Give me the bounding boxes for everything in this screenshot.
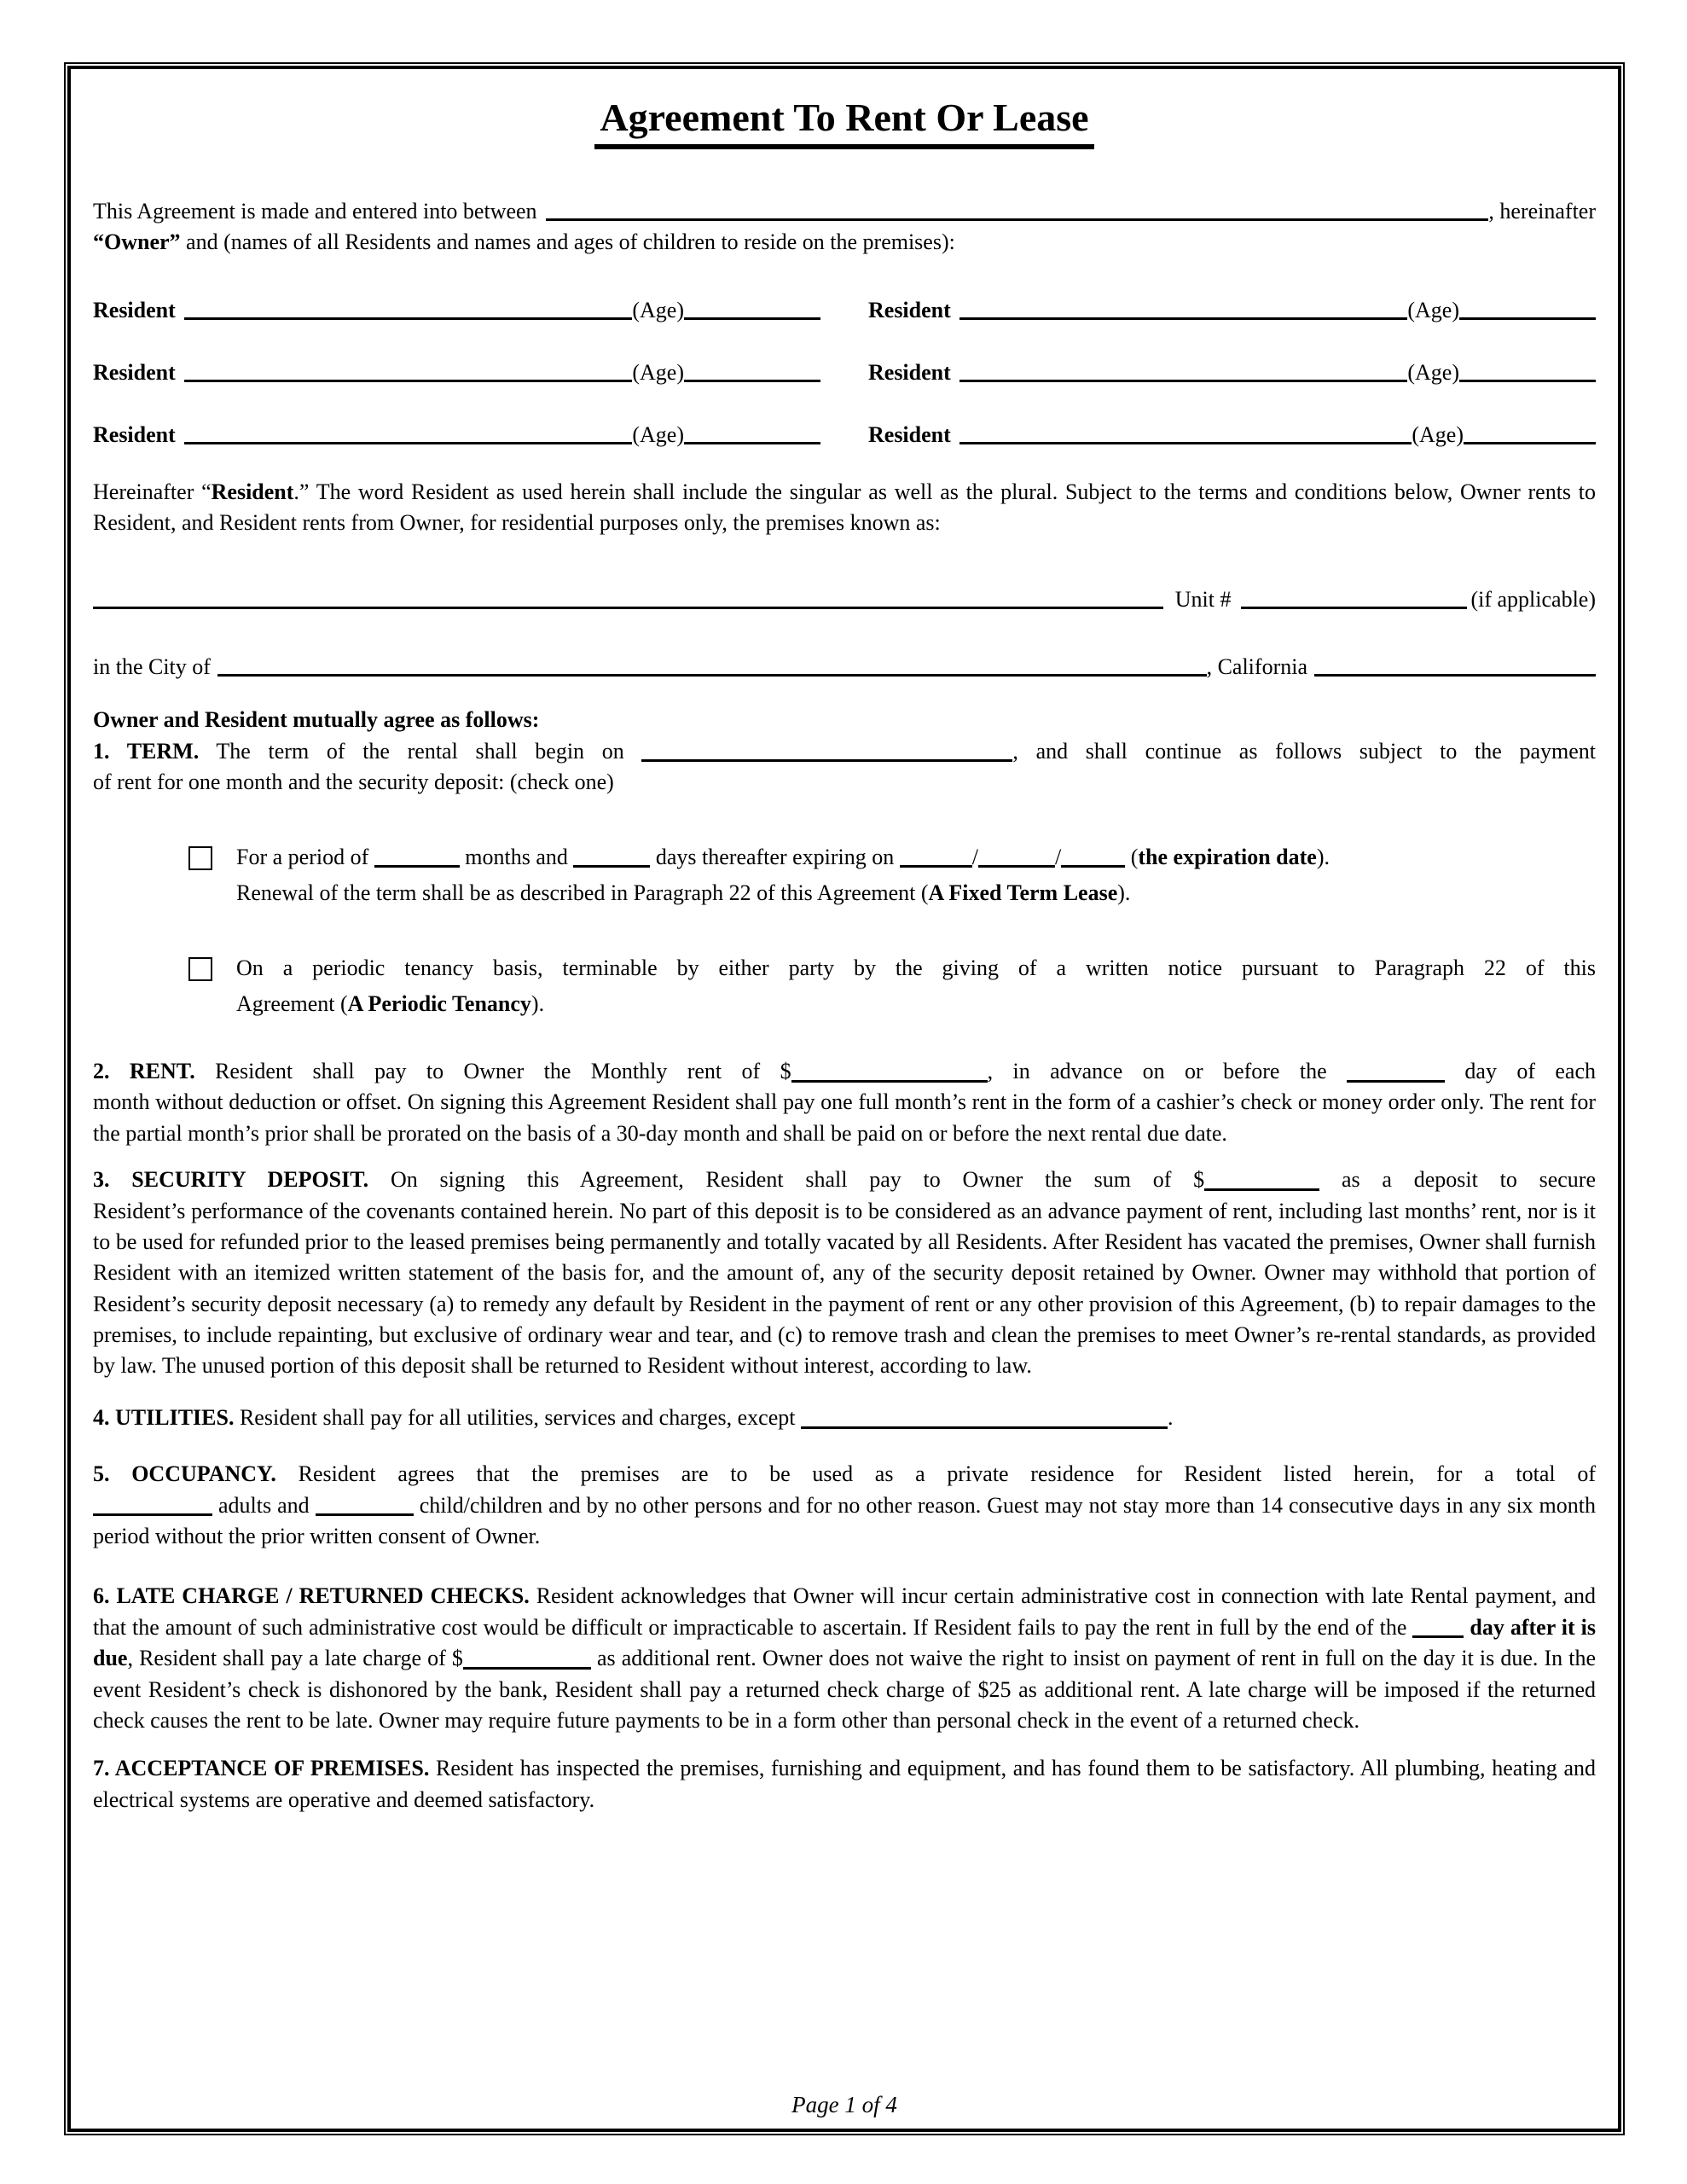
fixed-term-lease-bold: A Fixed Term Lease: [928, 880, 1118, 905]
security-text-2: as a deposit to secure: [1319, 1167, 1596, 1193]
renewal-text-end: ).: [1117, 880, 1131, 905]
resident-label: Resident: [93, 297, 176, 322]
occupancy-text-1: Resident agrees that the premises are to be used as a private residence for Resident listed herein, for a total of: [275, 1461, 1596, 1487]
age-label: (Age): [1407, 359, 1459, 385]
resident-label: Resident: [868, 421, 951, 447]
age-label: (Age): [632, 297, 684, 322]
term-text-1: The term of the rental shall begin on: [199, 738, 642, 764]
security-deposit-section: [93, 1165, 1596, 1382]
resident-label: Resident: [868, 359, 951, 385]
resident-field-1: [93, 293, 820, 323]
expiration-day-blank[interactable]: [978, 845, 1055, 868]
resident-name-blank-6[interactable]: [959, 420, 1412, 444]
term-begin-date-blank[interactable]: [641, 739, 1012, 763]
occupancy-body: [93, 1490, 1596, 1553]
periodic-line-2: [236, 986, 1596, 1022]
term-clause-line-1: [93, 736, 1596, 767]
rent-heading: 2. RENT.: [93, 1058, 195, 1083]
months-count-blank[interactable]: [374, 845, 460, 868]
intro-line-1: [93, 194, 1596, 227]
security-line-1: [93, 1165, 1596, 1195]
rent-text-2: , in advance on or before the: [987, 1058, 1348, 1083]
children-count-blank[interactable]: [316, 1493, 414, 1517]
acceptance-heading: 7. ACCEPTANCE OF PREMISES.: [93, 1756, 430, 1781]
resident-name-blank-1[interactable]: [184, 295, 633, 320]
age-label: (Age): [1407, 297, 1459, 322]
if-applicable-label: (if applicable): [1470, 586, 1596, 612]
unit-number-blank[interactable]: [1241, 584, 1467, 609]
periodic-tenancy-text: [236, 950, 1596, 1022]
resident-label: Resident: [93, 359, 176, 385]
acceptance-text: Resident has inspected the premises, furnishing and equipment, and has found them to be satisfactory. All plumbing, heating and electrical systems are operative and deemed satisfactory.: [93, 1756, 1596, 1812]
resident-name-blank-3[interactable]: [184, 357, 633, 382]
resident-field-5: [93, 417, 820, 448]
utilities-exception-blank[interactable]: [801, 1405, 1168, 1429]
resident-term: Resident: [211, 479, 294, 504]
city-name-blank[interactable]: [217, 652, 1207, 677]
deposit-amount-blank[interactable]: [1204, 1167, 1319, 1191]
rent-text-1: Resident shall pay to Owner the Monthly rent of $: [194, 1058, 791, 1083]
intro-paragraph: [93, 194, 1596, 258]
security-heading: 3. SECURITY DEPOSIT.: [93, 1167, 369, 1193]
term-clause-line-2: of rent for one month and the security deposit: (check one): [93, 770, 614, 795]
resident-age-blank-6[interactable]: [1464, 420, 1596, 444]
city-line: [93, 649, 1596, 682]
mutual-agreement-heading: Owner and Resident mutually agree as follows:: [93, 707, 540, 733]
periodic-text-end: ).: [530, 990, 545, 1016]
occupancy-text-3: child/children and by no other persons and for no other reason. Guest may not stay more than 14 consecutive days in any six month period without the prior written consent of Owner.: [93, 1492, 1597, 1549]
resident-row-2: [93, 355, 1596, 386]
term-heading: 1. TERM.: [93, 738, 200, 764]
rent-text-3: day of each: [1445, 1058, 1596, 1083]
fixed-text-2: months and: [459, 844, 574, 869]
owner-name-blank[interactable]: [546, 196, 1489, 221]
resident-field-2: [868, 293, 1596, 323]
expiration-month-blank[interactable]: [900, 845, 972, 868]
late-charge-text-3: as additional rent. Owner does not waive the right to insist on payment of rent in full on the day it is due. In the event Resident’s check is dishonored by the bank, Resident shall pay a returned check charge of $25 as additional rent. A late charge will be imposed if the returned check causes the rent to be late. Owner may require future payments to be in a form other than personal check in the event of a returned check.: [93, 1646, 1596, 1733]
periodic-tenancy-option: [188, 950, 1596, 1022]
intro-text-before: This Agreement is made and entered into between: [93, 199, 537, 224]
california-blank[interactable]: [1314, 652, 1596, 677]
page-title: Agreement To Rent Or Lease: [594, 95, 1093, 149]
fixed-text-4: (: [1125, 844, 1139, 869]
expiration-date-bold: the expiration date: [1138, 844, 1317, 869]
age-label: (Age): [632, 421, 684, 447]
resident-fields: [93, 261, 1596, 448]
adults-count-blank[interactable]: [93, 1493, 212, 1517]
monthly-rent-blank[interactable]: [791, 1059, 988, 1083]
owner-term: “Owner”: [93, 229, 181, 255]
resident-age-blank-4[interactable]: [1459, 357, 1596, 382]
title-row: [93, 95, 1596, 149]
date-slash: /: [971, 844, 978, 869]
periodic-text-2: Agreement (: [236, 990, 348, 1016]
rent-line-1: [93, 1056, 1596, 1087]
late-day-blank[interactable]: [1412, 1615, 1464, 1639]
resident-label: Resident: [93, 421, 176, 447]
city-prefix-label: in the City of: [93, 653, 211, 679]
renewal-text: Renewal of the term shall be as described in Paragraph 22 of this Agreement (: [236, 880, 929, 905]
fixed-term-line-2: [236, 875, 1596, 911]
late-charge-text-1: Resident acknowledges that Owner will incur certain administrative cost in connection with late Rental payment, and that the amount of such administrative cost would be difficult or impracticable to ascertain. If Resident fails to pay the rent in full by the end of the: [93, 1583, 1596, 1640]
security-body: Resident’s performance of the covenants contained herein. No part of this deposit is to be considered as an advance payment of rent, including last months’ rent, nor is it to be used for refunded prior to the leased premises being permanently and totally vacated by all Residents. After Resident has vacated the premises, Owner shall furnish Resident with an itemized written statement of the basis for, and the amount of, any of the security deposit retained by Owner. Owner may withhold that portion of Resident’s security deposit necessary (a) to remedy any default by Resident in the payment of rent or any other provision of this Agreement, (b) to repair damages to the premises, to include repainting, but exclusive of ordinary wear and tear, and (c) to remove trash and clean the premises to meet Owner’s re-rental standards, as provided by law. The unused portion of this deposit shall be returned to Resident without interest, according to law.: [93, 1198, 1596, 1379]
fixed-term-text: [236, 839, 1596, 911]
document-page: [67, 66, 1621, 2132]
periodic-tenancy-checkbox[interactable]: [188, 957, 212, 981]
state-label: , California: [1206, 653, 1307, 679]
unit-number-label: Unit #: [1174, 586, 1232, 612]
periodic-tenancy-bold: A Periodic Tenancy: [347, 990, 531, 1016]
fixed-text-5: ).: [1316, 844, 1330, 869]
premises-address-blank[interactable]: [93, 584, 1163, 609]
expiration-year-blank[interactable]: [1061, 845, 1125, 868]
premises-address-line: [93, 582, 1596, 615]
age-label: (Age): [632, 359, 684, 385]
periodic-line-1: On a periodic tenancy basis, terminable by either party by the giving of a written notice pursuant to Paragraph 22 of this: [236, 955, 1596, 980]
resident-label: Resident: [868, 297, 951, 322]
utilities-section: [93, 1403, 1596, 1433]
term-section: [93, 705, 1596, 798]
utilities-text-2: .: [1167, 1404, 1174, 1430]
occupancy-heading: 5. OCCUPANCY.: [93, 1461, 276, 1487]
resident-row-1: [93, 293, 1596, 323]
hereinafter-lead: Hereinafter “: [93, 479, 212, 504]
resident-field-4: [868, 355, 1596, 386]
rent-body: month without deduction or offset. On signing this Agreement Resident shall pay one full month’s rent in the form of a cashier’s check or money order only. The rent for the partial month’s prior shall be prorated on the basis of a 30-day month and shall be paid on or before the next rental due date.: [93, 1089, 1596, 1146]
rent-due-day-blank[interactable]: [1347, 1059, 1445, 1083]
intro-line-2-text: and (names of all Residents and names and ages of children to reside on the premises):: [180, 229, 955, 255]
age-label: (Age): [1412, 421, 1464, 447]
resident-age-blank-3[interactable]: [684, 357, 820, 382]
term-text-2: , and shall continue as follows subject to the payment: [1012, 738, 1597, 764]
date-slash: /: [1054, 844, 1062, 869]
day-after-due-bold: day after it is due: [93, 1614, 1596, 1671]
days-count-blank[interactable]: [573, 845, 650, 868]
occupancy-section: [93, 1459, 1596, 1552]
resident-age-blank-1[interactable]: [684, 295, 820, 320]
resident-name-blank-2[interactable]: [959, 295, 1408, 320]
hereinafter-rest: .” The word Resident as used herein shall include the singular as well as the plural. Subject to the terms and conditions below, Owner rents to Resident, and Resident rents from Owner, for residential purposes only, the premises known as:: [93, 479, 1596, 536]
page-border: [64, 62, 1625, 2135]
intro-line-2: [93, 227, 1596, 258]
security-text-1: On signing this Agreement, Resident shall pay to Owner the sum of $: [368, 1167, 1205, 1193]
fixed-text-1: For a period of: [236, 844, 374, 869]
resident-name-blank-4[interactable]: [959, 357, 1408, 382]
resident-age-blank-5[interactable]: [684, 420, 820, 444]
fixed-term-checkbox[interactable]: [188, 846, 212, 870]
utilities-heading: 4. UTILITIES.: [93, 1404, 235, 1430]
fixed-text-3: days thereafter expiring on: [650, 844, 900, 869]
fixed-term-line-1: [236, 839, 1596, 875]
resident-row-3: [93, 417, 1596, 448]
utilities-text-1: Resident shall pay for all utilities, services and charges, except: [234, 1404, 801, 1430]
late-charge-section: [93, 1581, 1596, 1736]
late-charge-heading: 6. LATE CHARGE / RETURNED CHECKS.: [93, 1583, 530, 1609]
intro-text-after: , hereinafter: [1488, 199, 1596, 224]
page-footer: Page 1 of 4: [791, 2092, 897, 2117]
resident-name-blank-5[interactable]: [184, 420, 633, 444]
resident-field-6: [868, 417, 1596, 448]
hereinafter-paragraph: [93, 477, 1596, 539]
late-charge-text-2: , Resident shall pay a late charge of $: [127, 1646, 463, 1671]
fixed-term-option: [188, 839, 1596, 911]
rent-section: [93, 1056, 1596, 1149]
occupancy-line-1: [93, 1459, 1596, 1490]
resident-field-3: [93, 355, 820, 386]
acceptance-section: [93, 1753, 1596, 1815]
late-charge-amount-blank[interactable]: [463, 1646, 591, 1670]
resident-age-blank-2[interactable]: [1459, 295, 1596, 320]
occupancy-text-2: adults and: [212, 1492, 316, 1518]
